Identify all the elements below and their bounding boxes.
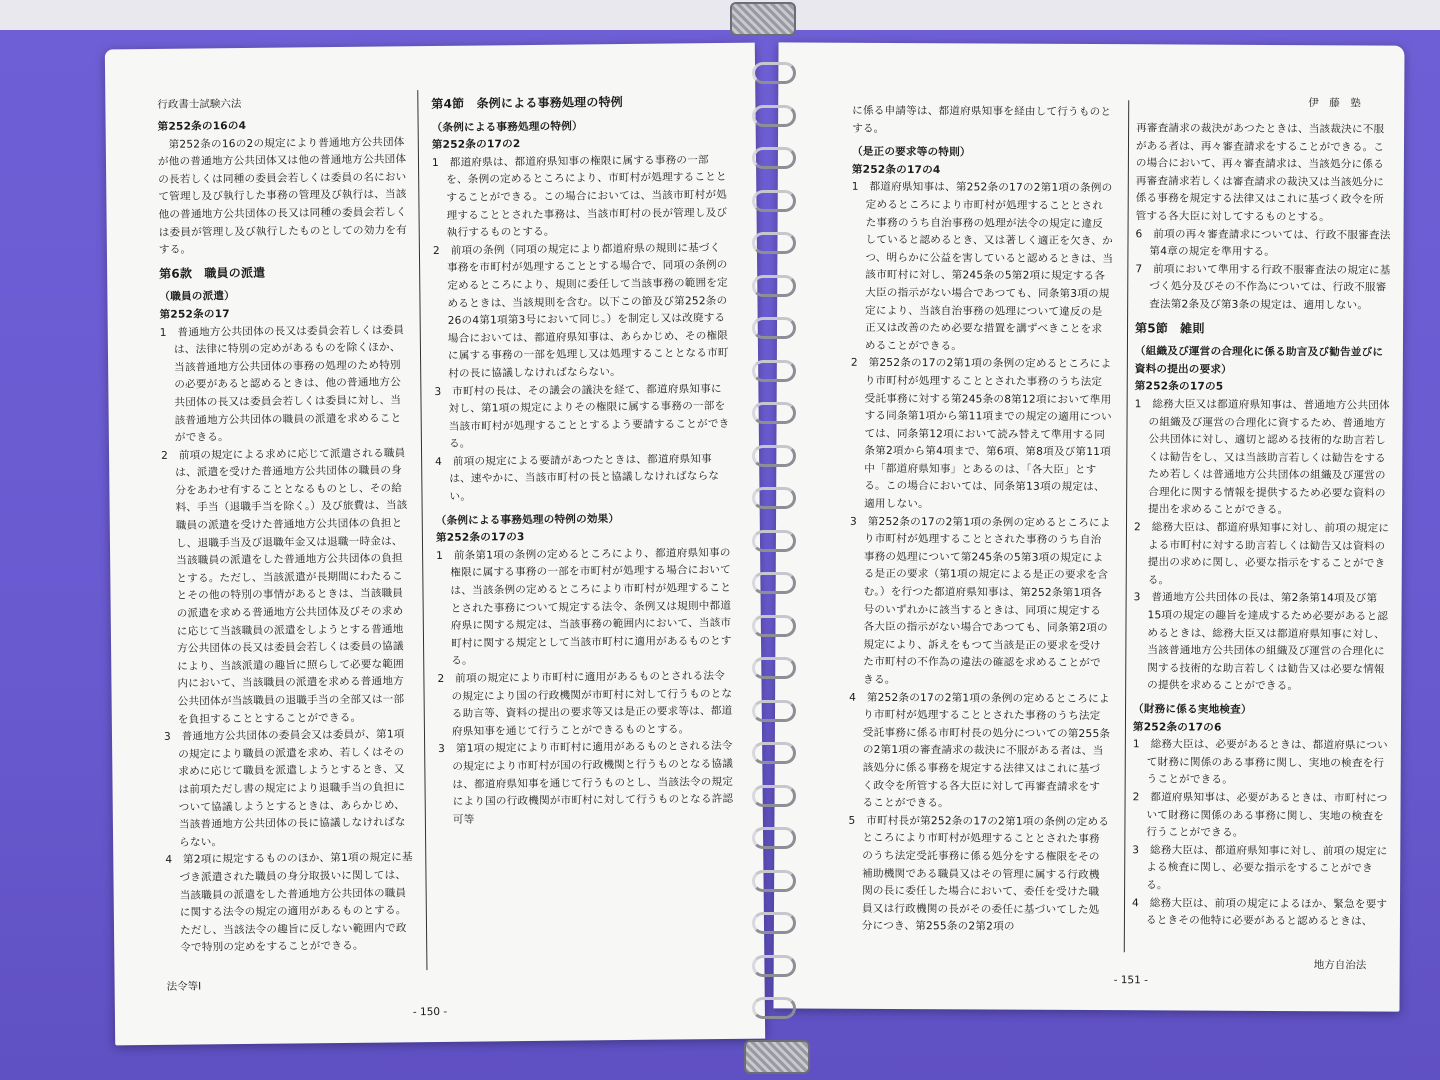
left-page-column-1 <box>158 116 417 957</box>
binding-ring <box>752 785 796 807</box>
left-page-header: 行政書士試験六法 <box>157 98 242 111</box>
clause-text: 7 前項において準用する行政不服審査法の規定に基づく処分及びその不作為については、行政不服審査法第2条及び第3条の規定は、適用しない。 <box>1135 262 1391 312</box>
binding-ring <box>752 445 796 467</box>
clause-text: 6 前項の再々審査請求については、行政不服審査法第4章の規定を準用する。 <box>1135 227 1391 259</box>
binding-ring <box>752 232 796 254</box>
clause-text: 3 第1項の規定により市町村に適用があるものとされる法令の規定により市町村が国の行政機関と行うものとなる協議は、都道府県知事を通じて行うものとし、当該法令の規定により国の行政機関が市町村に対して行うものとなる許認可等 <box>438 740 734 826</box>
clause-text: 1 普通地方公共団体の長又は委員会若しくは委員は、法律に特別の定めがあるものを除くほか、当該普通地方公共団体の事務の処理のため特別の必要があると認めるときは、他の普通地方公共団体の長又は委員会若しくは委員に対し、当該普通地方公共団体の職員の派遣を求めることができる。 <box>159 323 405 444</box>
clause-text: 1 前条第1項の条例の定めるところにより、都道府県知事の権限に属する事務の一部を市町村が処理する場合においては、当該条例の定めるところにより市町村が処理することとされた事務について規定する法令、条例又は規則中都道府県に関する規定は、当該事務の範囲内において、当該市町村に関する規定として当該市町村に適用があるものとする。 <box>436 546 732 668</box>
binding-ring <box>752 955 796 977</box>
right-page-header: 伊 藤 塾 <box>1308 97 1361 110</box>
spiral-binding <box>752 40 796 1040</box>
clause-text: 2 前項の条例（同項の規定により都道府県の規則に基づく事務を市町村が処理することとする場合で、同項の条例の定めるところにより、規則に委任して当該事務の範囲を定めるときは、当該規則を含む。以下この節及び第252条の26の4第1項第3号において同じ。）を制定し又は改廃する場合においては、都道府県知事は、あらかじめ、その権限に属する事務の一部を処理し又は処理することとなる市町村の長に協議しなければならない。 <box>432 241 729 380</box>
article-caption: （職員の派遣） <box>159 290 236 304</box>
article-number: 第252条の16の4 <box>157 119 247 133</box>
article-number: 第252条の17の3 <box>435 531 525 545</box>
column-divider <box>1124 100 1129 952</box>
clause-text: 4 総務大臣は、前項の規定によるほか、緊急を要するときその他特に必要があると認めるときは、 <box>1132 896 1388 928</box>
binding-ring <box>752 147 796 169</box>
clause-text: 4 第252条の17の2第1項の条例の定めるところにより市町村が処理することとされた事務のうち法定受託事務に係る市町村長の処分についての第255条の2第1項の審査請求の裁決に不服がある者は、当該処分に係る事務を規定する法律又はこれに基づく政令を所管する各大臣に対して再審査請求をすることができる。 <box>849 691 1111 810</box>
binding-ring <box>752 317 796 339</box>
article-number: 第252条の17の6 <box>1132 720 1222 734</box>
binding-ring <box>752 275 796 297</box>
article-number: 第252条の17の2 <box>431 138 521 152</box>
article-caption: （是正の要求等の特則） <box>851 145 971 159</box>
body-text: 再審査請求の裁決があつたときは、当該裁決に不服がある者は、再々審査請求をすることができる。この場合において、再々審査請求は、当該処分に係る再審査請求若しくは審査請求の裁決又は当該処分に係る事務を規定する法律又はこれに基づく政令を所管する各大臣に対してするものとする。 <box>1135 122 1385 224</box>
clause-text: 1 総務大臣又は都道府県知事は、普通地方公共団体の組織及び運営の合理化に資するため、普通地方公共団体に対し、適切と認める技術的な助言若しくは勧告をし、又は当該助言若しくは勧告をするため若しくは普通地方公共団体の組織及び運営の合理化に関する情報を提供するため必要な資料の提出を求めることができる。 <box>1134 398 1390 517</box>
right-page-column-2 <box>1132 120 1392 931</box>
body-text: 第252条の16の2の規定により普通地方公共団体が他の普通地方公共団体又は他の普通地方公共団体の長若しくは同種の委員会若しくは委員の名において管理し及び執行した事務の管理及び執行は、当該他の普通地方公共団体の長又は同種の委員会若しくは委員が管理し及び執行したものとしての効力を有する。 <box>157 135 408 257</box>
article-caption: （組織及び運営の合理化に係る助言及び勧告並びに資料の提出の要求） <box>1134 345 1384 376</box>
article-number: 第252条の17の5 <box>1134 380 1224 394</box>
article-caption: （条例による事務処理の特例の効果） <box>435 512 620 527</box>
clause-text: 2 前項の規定による求めに応じて派遣される職員は、派遣を受けた普通地方公共団体の職員の身分をあわせ有することとなるものとし、その給料、手当（退職手当を除く。）及び旅費は、当該職員の派遣を受けた普通地方公共団体の負担とし、退職手当及び退職年金又は退職一時金は、当該職員の派遣をした普通地方公共団体の負担とする。ただし、当該派遣が長期間にわたることその他の特別の事情があるときは、当該職員の派遣を求める普通地方公共団体及びその求めに応じて当該職員の派遣をしようとする普通地方公共団体の長又は委員会若しくは委員の協議により、当該派遣の趣旨に照らして必要な範囲内において、当該職員の派遣を求める普通地方公共団体が当該職員の退職手当の全部又は一部を負担することとすることができる。 <box>160 446 408 726</box>
section-heading: 第6款 職員の派遣 <box>159 265 266 281</box>
binding-ring <box>752 572 796 594</box>
binding-ring <box>752 827 796 849</box>
clause-text: 3 総務大臣は、都道府県知事に対し、前項の規定による検査に関し、必要な指示をすることができる。 <box>1132 843 1388 892</box>
clause-text: 2 都道府県知事は、必要があるときは、市町村について財務に関係のある事務に関し、実地の検査を行うことができる。 <box>1132 791 1388 839</box>
article-number: 第252条の17 <box>159 308 230 321</box>
article-caption: （財務に係る実地検査） <box>1133 703 1252 716</box>
clause-text: 4 前項の規定による要請があつたときは、都道府県知事は、速やかに、当該市町村の長と協議しなければならない。 <box>435 452 720 503</box>
clause-text: 1 都道府県知事は、第252条の17の2第1項の条例の定めるところにより市町村が処理することとされた事務のうち自治事務の処理が法令の規定に違反していると認めるとき、又は著しく適正を欠き、かつ、明らかに公益を害していると認めるときは、当該市町村に対し、第245条の5第2項に規定する各大臣の指示がない場合であつても、同条第3項の規定により、当該自治事務の処理について違反の是正又は改善のため必要な措置を講ずべきことを求めることができる。 <box>851 181 1114 353</box>
left-page-number: - 150 - <box>412 1005 448 1019</box>
binding-ring <box>752 402 796 424</box>
clause-text: 3 第252条の17の2第1項の条例の定めるところにより市町村が処理することとされた事務のうち自治事務の処理について第245条の5第3項の規定による是正の要求（第1項の規定による是正の要求を含む。）を行つた都道府県知事は、第252条第1項各号のいずれかに該当するときは、同項に規定する各大臣の指示がない場合であつても、同条第2項の規定により、訴えをもつて当該是正の要求を受けた市町村の不作為の違法の確認を求めることができる。 <box>849 515 1111 686</box>
column-divider <box>417 90 427 970</box>
binding-clip-bottom <box>744 1040 810 1074</box>
right-page <box>773 42 1404 1011</box>
right-page-column-1 <box>848 103 1114 937</box>
binding-ring <box>752 105 796 127</box>
clause-text: 3 市町村の長は、その議会の議決を経て、都道府県知事に対し、第1項の規定によりその権限に属する事務の一部を当該市町村が処理することとするよう要請することができる。 <box>434 382 730 451</box>
clause-text: 1 都道府県は、都道府県知事の権限に属する事務の一部を、条例の定めるところにより、市町村が処理することとすることができる。この場合においては、当該市町村が処理することとされた事務は、当該市町村の長が管理し及び執行するものとする。 <box>431 153 728 240</box>
binding-ring <box>752 530 796 552</box>
section-heading: 第4節 条例による事務処理の特例 <box>431 95 624 112</box>
binding-ring <box>752 870 796 892</box>
binding-ring <box>752 615 796 637</box>
clause-text: 3 普通地方公共団体の委員会又は委員が、第1項の規定により職員の派遣を求め、若しくはその求めに応じて職員を派遣しようとするとき、又は前項ただし書の規定により退職手当の負担について協議しようとするときは、あらかじめ、当該普通地方公共団体の長に協議しなければならない。 <box>163 728 406 849</box>
left-page-column-2 <box>431 87 735 829</box>
binding-ring <box>752 997 796 1019</box>
clause-text: 2 前項の規定により市町村に適用があるものとされる法令の規定により国の行政機関が市町村に対して行うものとなる助言等、資料の提出の要求等又は是正の要求等は、都道府県知事を通じて行うことができるものとする。 <box>437 669 733 738</box>
clause-text: 2 第252条の17の2第1項の条例の定めるところにより市町村が処理することとされた事務のうち法定受託事務に対する第245条の8第12項において準用する同条第1項から第11項までの規定の適用については、同条第12項において読み替えて準用する同条第2項から第4項まで、第6項、第8項及び第11項中「都道府県知事」とあるのは、「各大臣」とする。この場合においては、同条第13項の規定は、適用しない。 <box>850 357 1112 511</box>
article-caption: （条例による事務処理の特例） <box>431 120 583 134</box>
left-page-footer: 法令等Ⅰ <box>166 980 202 993</box>
body-text: に係る申請等は、都道府県知事を経由して行うものとする。 <box>852 104 1112 135</box>
binding-ring <box>752 912 796 934</box>
section-heading: 第5節 雑則 <box>1135 320 1205 336</box>
clause-text: 5 市町村長が第252条の17の2第1項の条例の定めるところにより市町村が処理することとされた事務のうち法定受託事務に係る処分をする権限をその補助機関である職員又はその管理に属する行政機関の長に委任した場合において、委任を受けた職員又は行政機関の長がその委任に基づいてした処分につき、第255条の2第2項の <box>848 814 1110 933</box>
clause-text: 4 第2項に規定するもののほか、第1項の規定に基づき派遣された職員の身分取扱いに関しては、当該職員の派遣をした普通地方公共団体の職員に関する法令の規定の適用があるものとする。ただし、当該法令の趣旨に反しない範囲内で政令で特別の定めをすることができる。 <box>165 851 413 955</box>
binding-ring <box>752 360 796 382</box>
clause-text: 3 普通地方公共団体の長は、第2条第14項及び第15項の規定の趣旨を達成するため必要があると認めるときは、総務大臣又は都道府県知事に対し、当該普通地方公共団体の組織及び運営の合理化に関する技術的な助言若しくは勧告又は必要な情報の提供を求めることができる。 <box>1133 591 1389 693</box>
right-page-number: - 151 - <box>1113 974 1148 987</box>
binding-ring <box>752 190 796 212</box>
binding-ring <box>752 700 796 722</box>
binding-clip-top <box>730 2 796 36</box>
binding-ring <box>752 657 796 679</box>
right-page-footer: 地方自治法 <box>1313 959 1367 972</box>
left-page <box>105 43 765 1046</box>
article-number: 第252条の17の4 <box>851 163 941 176</box>
binding-ring <box>752 62 796 84</box>
clause-text: 2 総務大臣は、都道府県知事に対し、前項の規定による市町村に対する助言若しくは勧告又は資料の提出の求めに関し、必要な指示をすることができる。 <box>1133 521 1390 587</box>
clause-text: 1 総務大臣は、必要があるときは、都道府県について財務に関係のある事務に関し、実地の検査を行うことができる。 <box>1132 738 1388 787</box>
binding-ring <box>752 742 796 764</box>
binding-ring <box>752 487 796 509</box>
